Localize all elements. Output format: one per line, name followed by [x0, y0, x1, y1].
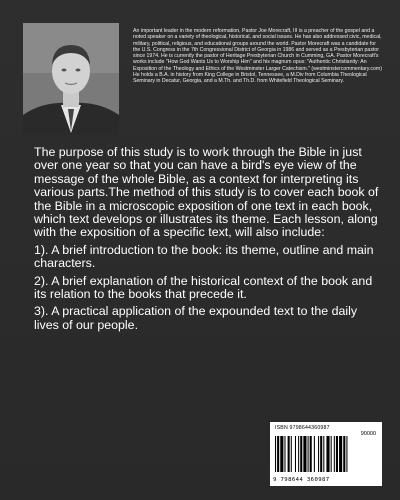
barcode-digits: 9 798644 360987 [273, 477, 330, 483]
isbn-label: ISBN 9798644360987 [275, 425, 330, 431]
description-item: 2). A brief explanation of the historical context of the book and its relation to the books that precede it. [34, 273, 373, 302]
barcode-bars-icon [275, 436, 377, 472]
barcode-area [270, 422, 382, 486]
book-description [34, 146, 382, 332]
author-photo [23, 23, 119, 135]
author-bio: An important leader in the modern reformation, Pastor Joe Morecraft, III is a preacher of the gospel and a noted speaker on a variety of theological, historical, and social issues. He has also addressed civic, medical, military, political, religious, and educational groups around the world. Pastor Morecraft was a candidate for the U.S. Congress in the 7th Congressional District of Georgia in 1986 and served as a Presbyterian pastor since 1974. He is currently the pastor of Heritage Presbyterian Church in Cumming, GA. Pastor Morecraft's works include "How God Wants Us to Worship Him" and his magnum opus: "Authentic Christianity: An Exposition of the Theology and Ethics of the Westminster Larger Catechism." (westminstercommentary.com) He holds a B.A. in history from King College in Bristol, Tennessee, a M.Div from Columbia Theological Seminary in Decatur, Georgia, and a M.Th. and Th.D. from Whitefield Theological Seminary. [133, 28, 382, 85]
description-item: 1). A brief introduction to the book: its theme, outline and main characters. [34, 242, 374, 271]
description-intro: The purpose of this study is to work through the Bible in just over one year so that you can have a bird's eye view of the message of the whole Bible, as a context for interpreting its various parts.The method of this study is to cover each book of the Bible in a microscopic exposition of one text in each book, which text develops or illustrates its theme. Each lesson, along with the exposition of a specific text, will also include: [34, 145, 379, 240]
description-item: 3). A practical application of the expounded text to the daily lives of our people. [34, 304, 358, 332]
price-code: 90000 [360, 431, 376, 437]
